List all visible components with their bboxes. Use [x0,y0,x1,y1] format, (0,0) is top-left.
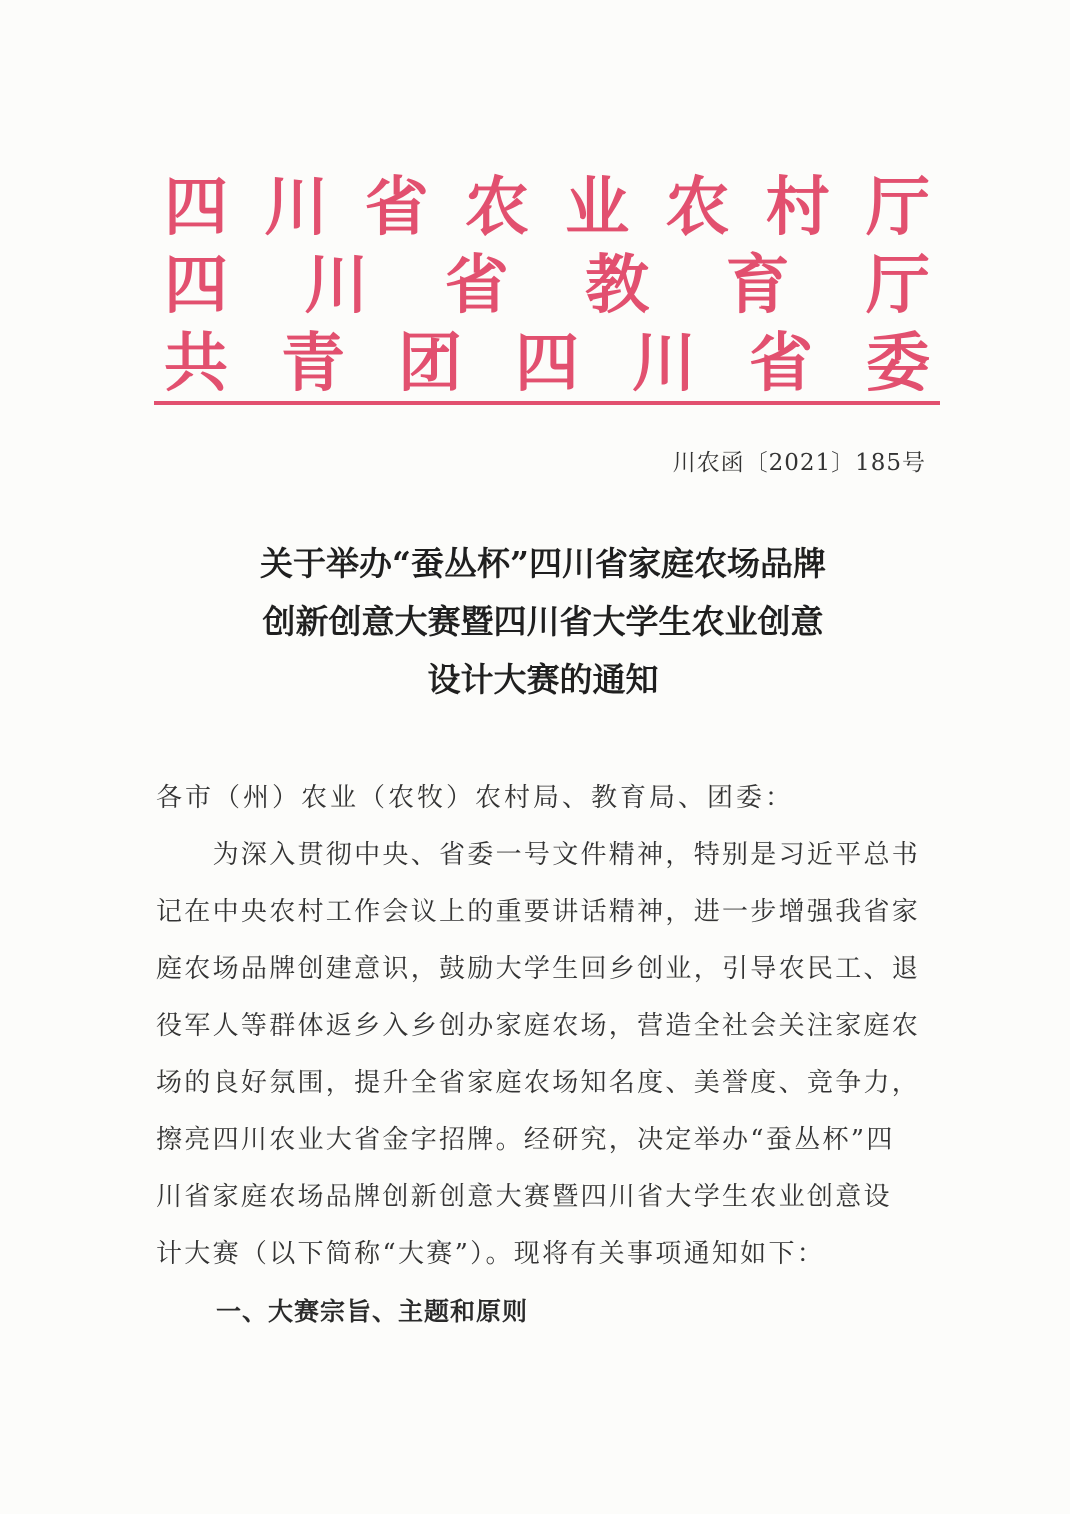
org-char: 农 [464,171,529,245]
title-line: 关于举办“蚕丛杯”四川省家庭农场品牌 [260,544,826,583]
org-char: 省 [749,327,813,401]
title-line: 设计大赛的通知 [427,660,659,699]
org-char: 业 [565,171,630,245]
paragraph-line: 庭农场品牌创建意识，鼓励大学生回乡创业，引导农民工、退 [156,954,921,984]
paragraph-line: 川省家庭农场品牌创新创意大赛暨四川省大学生农业创意设 [156,1182,892,1212]
document-title [150,535,936,709]
title-line: 创新创意大赛暨四川省大学生农业创意 [262,602,824,641]
org-char: 省 [364,171,429,245]
paragraph-line: 为深入贯彻中央、省委一号文件精神，特别是习近平总书 [156,840,921,870]
issuing-org-youth-league [160,328,934,400]
section-heading: 一、大赛宗旨、主题和原则 [216,1297,529,1326]
salutation: 各市（州）农业（农牧）农村局、教育局、团委： [156,783,795,813]
org-char: 四 [515,327,579,401]
org-char: 团 [398,327,462,401]
org-char: 四 [164,171,228,245]
document-number: 川农函〔2021〕185号 [672,450,926,476]
issuing-org-agriculture [160,172,934,244]
paragraph-line: 计大赛（以下简称“大赛”）。现将有关事项通知如下： [156,1239,826,1269]
paragraph-line: 场的良好氛围，提升全省家庭农场知名度、美誉度、竞争力， [156,1068,921,1098]
org-char: 青 [281,327,345,401]
org-char: 四 [164,249,228,323]
org-char: 川 [304,249,369,323]
org-char: 川 [264,171,329,245]
paragraph-line: 记在中央农村工作会议上的重要讲话精神，进一步增强我省家 [156,897,921,927]
org-char: 村 [765,171,830,245]
org-char: 农 [665,171,730,245]
body-paragraph [156,827,926,1283]
org-char: 育 [725,249,790,323]
org-char: 厅 [865,249,930,323]
paragraph-line: 役军人等群体返乡入乡创办家庭农场，营造全社会关注家庭农 [156,1011,921,1041]
org-char: 省 [444,249,509,323]
header-divider [154,401,940,405]
org-char: 厅 [865,171,930,245]
org-char: 委 [866,327,930,401]
org-char: 川 [632,327,696,401]
org-char: 教 [585,249,650,323]
paragraph-line: 擦亮四川农业大省金字招牌。经研究，决定举办“蚕丛杯”四 [156,1125,895,1155]
issuing-org-education [160,250,934,322]
org-char: 共 [164,327,228,401]
